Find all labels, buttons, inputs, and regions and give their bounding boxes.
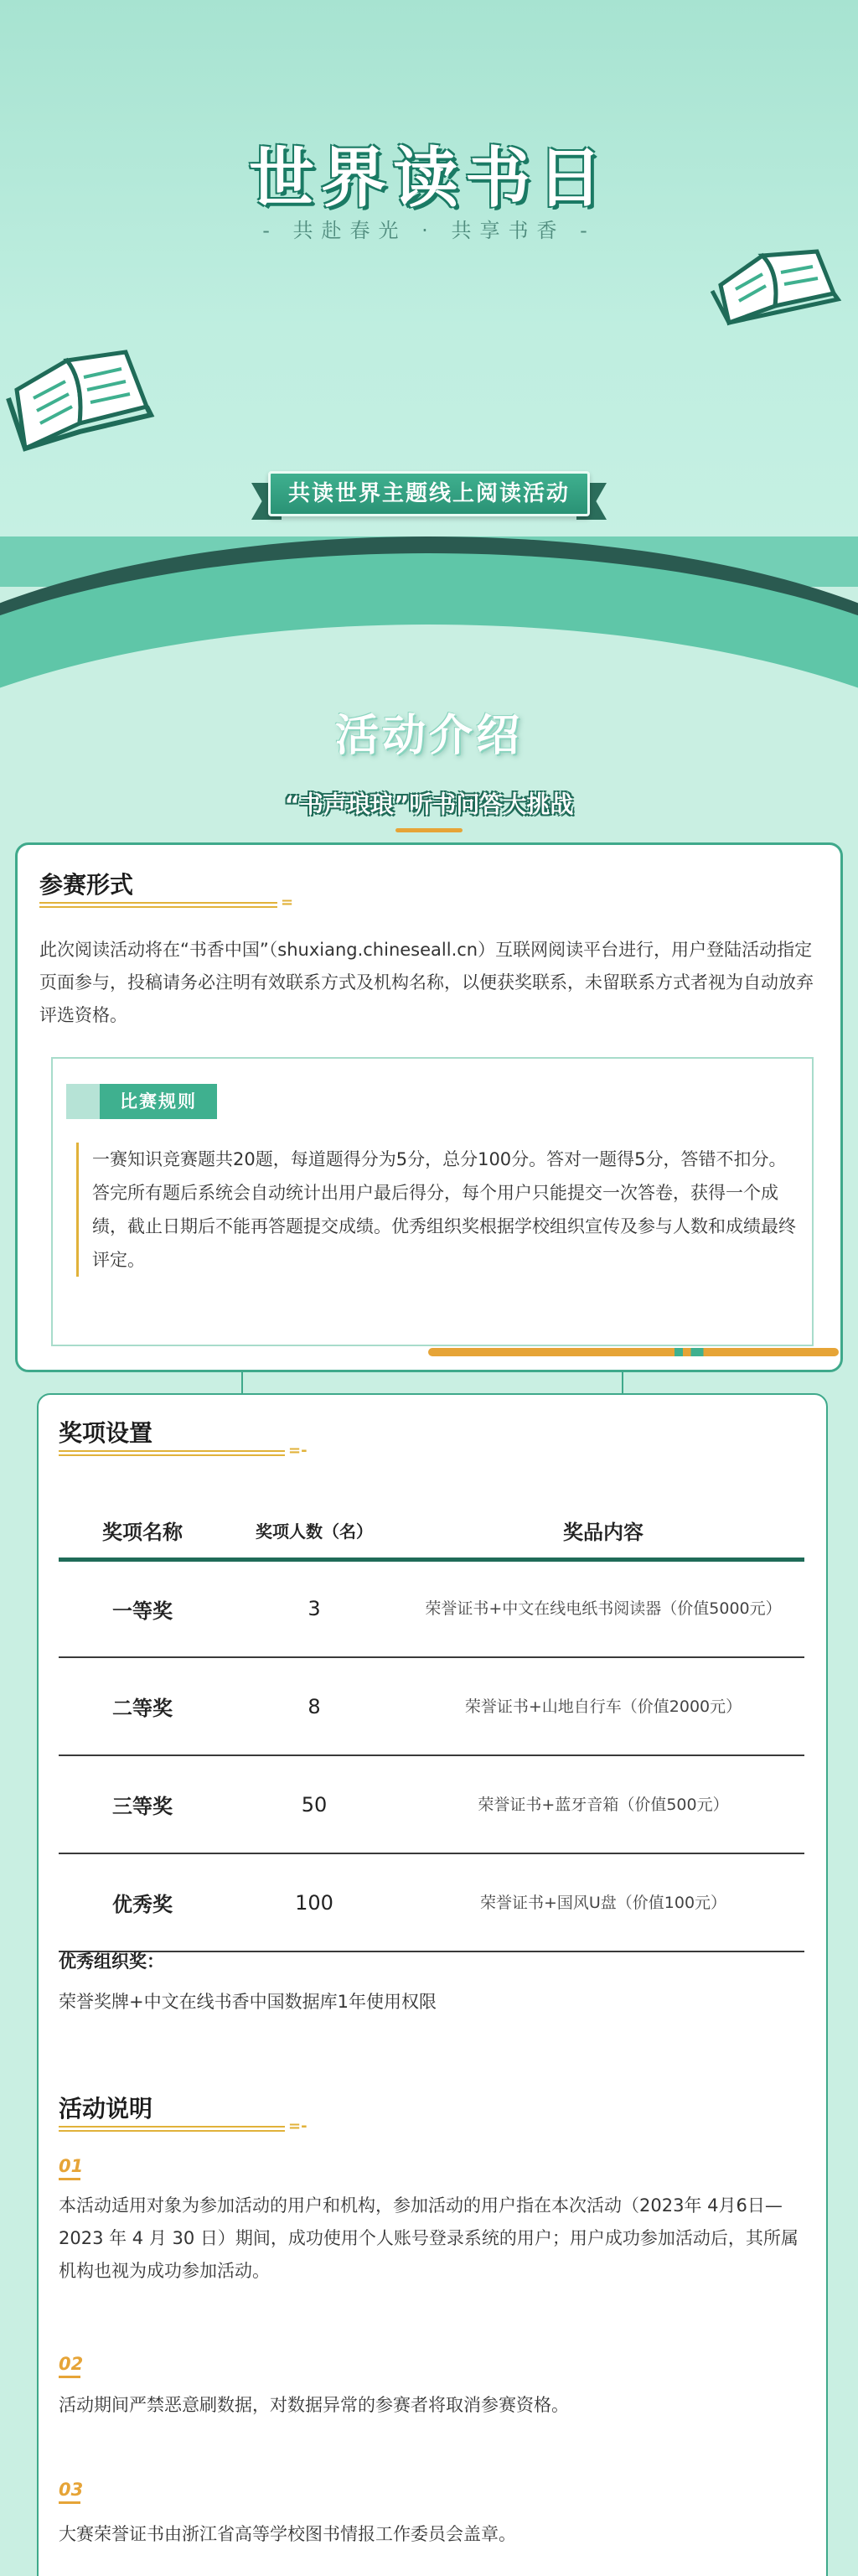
note-text: 活动期间严禁恶意刷数据，对数据异常的参赛者将取消参赛资格。	[59, 2395, 569, 2415]
col-award-name: 奖项名称	[59, 1504, 226, 1559]
participation-card	[15, 842, 843, 1372]
rules-tab-deco	[66, 1084, 100, 1119]
deco-stripe	[428, 1348, 839, 1356]
award-count: 8	[226, 1657, 402, 1755]
open-book-icon	[704, 239, 846, 331]
award-prize: 荣誉证书+蓝牙音箱（价值500元）	[402, 1755, 804, 1853]
rules-text: 一赛知识竞赛题共20题，每道题得分为5分，总分100分。答对一题得5分，答错不扣分。答完所有题后系统会自动统计出用户最后得分，每个用户只能提交一次答卷，获得一个成绩，截止日期后不能再答题提交成绩。优秀组织奖根据学校组织宣传及参与人数和成绩最终评定。	[76, 1143, 797, 1277]
participation-heading: 参赛形式	[39, 871, 134, 899]
table-header-row	[59, 1504, 804, 1559]
note-number: 02	[59, 2354, 84, 2374]
note-number: 03	[59, 2480, 84, 2500]
notes-heading: 活动说明	[59, 2095, 153, 2122]
hero-banner	[0, 0, 858, 545]
org-award-text: 荣誉奖牌+中文在线书香中国数据库1年使用权限	[59, 1992, 437, 2012]
award-name: 二等奖	[59, 1657, 226, 1755]
intro-title: 活动介绍	[334, 711, 523, 761]
note-number: 01	[59, 2156, 84, 2176]
participation-body: 此次阅读活动将在“书香中国”（shuxiang.chineseall.cn）互联网阅读平台进行，用户登陆活动指定页面参与，投稿请务必注明有效联系方式及机构名称，以便获奖联系，未留联系方式者视为自动放弃评选资格。	[39, 940, 814, 1025]
heading-underline	[39, 902, 277, 908]
award-name: 一等奖	[59, 1559, 226, 1657]
awards-heading: 奖项设置	[59, 1419, 153, 1447]
note-number-underline	[59, 2178, 80, 2180]
award-name: 三等奖	[59, 1755, 226, 1853]
heading-underline	[59, 1450, 285, 1456]
awards-card	[37, 1393, 828, 2576]
heading-deco: =-	[288, 1442, 308, 1459]
ribbon-text: 共读世界主题线上阅读活动	[287, 481, 570, 506]
award-prize: 荣誉证书+山地自行车（价值2000元）	[402, 1657, 804, 1755]
award-prize: 荣誉证书+中文在线电纸书阅读器（价值5000元）	[402, 1559, 804, 1657]
col-award-prize: 奖品内容	[402, 1504, 804, 1559]
award-count: 50	[226, 1755, 402, 1853]
subtitle-underline	[395, 828, 463, 832]
award-count: 3	[226, 1559, 402, 1657]
open-book-icon	[0, 331, 159, 457]
card-connector	[241, 1372, 243, 1396]
rules-tab: 比赛规则	[100, 1084, 217, 1119]
intro-subtitle: “书声琅琅”听书问答大挑战	[284, 790, 574, 818]
note-text: 大赛荣誉证书由浙江省高等学校图书情报工作委员会盖章。	[59, 2524, 516, 2544]
rules-box	[51, 1057, 814, 1346]
hero-subtitle: - 共赴春光 · 共享书香 -	[262, 219, 596, 242]
prize-table	[59, 1504, 804, 1952]
table-row	[59, 1755, 804, 1853]
hero-title: 世界读书日	[248, 141, 609, 216]
award-prize: 荣誉证书+国风U盘（价值100元）	[402, 1853, 804, 1951]
col-award-count: 奖项人数（名）	[226, 1504, 402, 1559]
note-text: 本活动适用对象为参加活动的用户和机构，参加活动的用户指在本次活动（2023年 4月6日—2023 年 4 月 30 日）期间，成功使用个人账号登录系统的用户；用户成功参加活动后，其所属机构也视为成功参加活动。	[59, 2195, 799, 2281]
award-name: 优秀奖	[59, 1853, 226, 1951]
note-number-underline	[59, 2501, 80, 2504]
heading-underline	[59, 2126, 285, 2132]
table-row	[59, 1657, 804, 1755]
award-count: 100	[226, 1853, 402, 1951]
heading-deco: =	[281, 894, 294, 911]
org-award-label: 优秀组织奖：	[59, 1951, 164, 1972]
card-connector	[622, 1372, 623, 1396]
note-number-underline	[59, 2376, 80, 2378]
table-row	[59, 1853, 804, 1951]
heading-deco: =-	[288, 2117, 308, 2135]
table-row	[59, 1559, 804, 1657]
theme-ribbon	[251, 471, 607, 520]
